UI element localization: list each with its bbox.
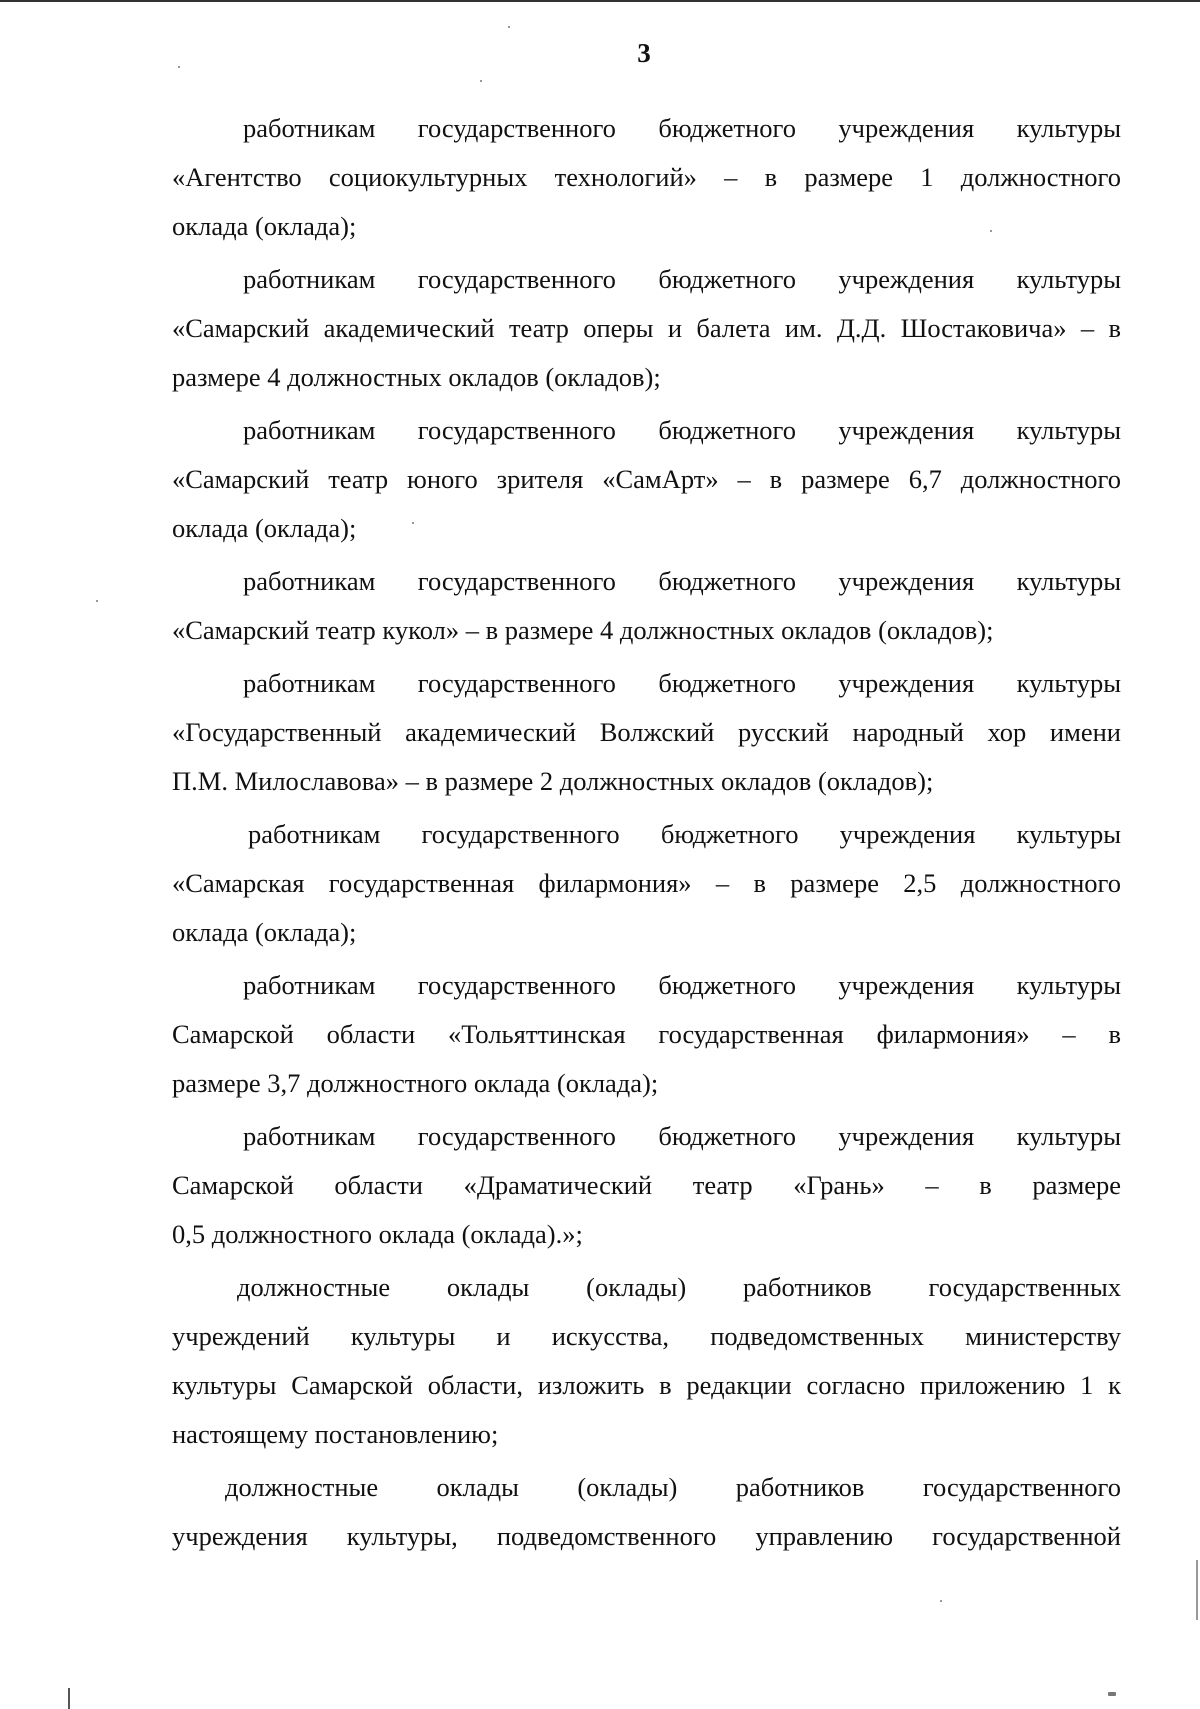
paragraph-volga-choir: [172, 659, 1121, 806]
text-line: настоящему постановлению;: [172, 1419, 499, 1449]
text-line: учреждений культуры и искусства, подведомственных министерству: [172, 1321, 1121, 1351]
text-line: 0,5 должностного оклада (оклада).»;: [172, 1219, 583, 1249]
text-line: работникам государственного бюджетного учреждения культуры: [243, 566, 1121, 596]
scan-speck: [508, 26, 510, 28]
paragraph-agency: [172, 104, 1121, 251]
text-line: Самарской области «Тольяттинская государственная филармония» – в: [172, 1019, 1121, 1049]
paragraph-samara-philharmonic: [172, 810, 1121, 957]
scan-speck: [480, 80, 482, 82]
scan-edge-mark: [68, 1688, 70, 1709]
text-line: работникам государственного бюджетного учреждения культуры: [243, 113, 1121, 143]
document-body: [172, 104, 1121, 1565]
text-line: П.М. Милославова» – в размере 2 должностных окладов (окладов);: [172, 766, 934, 796]
paragraph-puppet-theatre: [172, 557, 1121, 655]
scan-speck: [178, 66, 180, 68]
paragraph-salaries-ministry: [172, 1263, 1121, 1459]
text-line: Самарской области «Драматический театр «Грань» – в размере: [172, 1170, 1121, 1200]
text-line: работникам государственного бюджетного учреждения культуры: [248, 819, 1121, 849]
text-line: «Самарский театр юного зрителя «СамАрт» – в размере 6,7 должностного: [172, 464, 1121, 494]
scan-top-border: [0, 0, 1200, 2]
text-line: работникам государственного бюджетного учреждения культуры: [243, 1121, 1121, 1151]
scan-speck: [1108, 1692, 1116, 1696]
scan-speck: [412, 522, 414, 524]
text-line: должностные оклады (оклады) работников государственного: [225, 1472, 1121, 1502]
scan-speck: [96, 600, 98, 602]
paragraph-salaries-department: [172, 1463, 1121, 1561]
text-line: размере 4 должностных окладов (окладов);: [172, 362, 661, 392]
scan-speck: [940, 1600, 942, 1602]
text-line: должностные оклады (оклады) работников государственных: [237, 1272, 1121, 1302]
text-line: размере 3,7 должностного оклада (оклада);: [172, 1068, 659, 1098]
text-line: работникам государственного бюджетного учреждения культуры: [243, 970, 1121, 1000]
page-number: 3: [637, 38, 651, 68]
text-line: оклада (оклада);: [172, 211, 357, 241]
text-line: «Самарский театр кукол» – в размере 4 должностных окладов (окладов);: [172, 615, 994, 645]
text-line: «Самарская государственная филармония» – в размере 2,5 должностного: [172, 868, 1121, 898]
text-line: оклада (оклада);: [172, 917, 357, 947]
paragraph-opera-theatre: [172, 255, 1121, 402]
scan-edge-mark: [1196, 1560, 1198, 1620]
paragraph-togliatti-philharmonic: [172, 961, 1121, 1108]
paragraph-youth-theatre: [172, 406, 1121, 553]
text-line: учреждения культуры, подведомственного управлению государственной: [172, 1521, 1121, 1551]
paragraph-gran-theatre: [172, 1112, 1121, 1259]
text-line: «Государственный академический Волжский русский народный хор имени: [172, 717, 1121, 747]
text-line: культуры Самарской области, изложить в редакции согласно приложению 1 к: [172, 1370, 1121, 1400]
text-line: «Самарский академический театр оперы и балета им. Д.Д. Шостаковича» – в: [172, 313, 1121, 343]
text-line: оклада (оклада);: [172, 513, 357, 543]
text-line: работникам государственного бюджетного учреждения культуры: [243, 264, 1121, 294]
text-line: «Агентство социокультурных технологий» – в размере 1 должностного: [172, 162, 1121, 192]
scan-speck: [990, 230, 992, 232]
text-line: работникам государственного бюджетного учреждения культуры: [243, 668, 1121, 698]
text-line: работникам государственного бюджетного учреждения культуры: [243, 415, 1121, 445]
